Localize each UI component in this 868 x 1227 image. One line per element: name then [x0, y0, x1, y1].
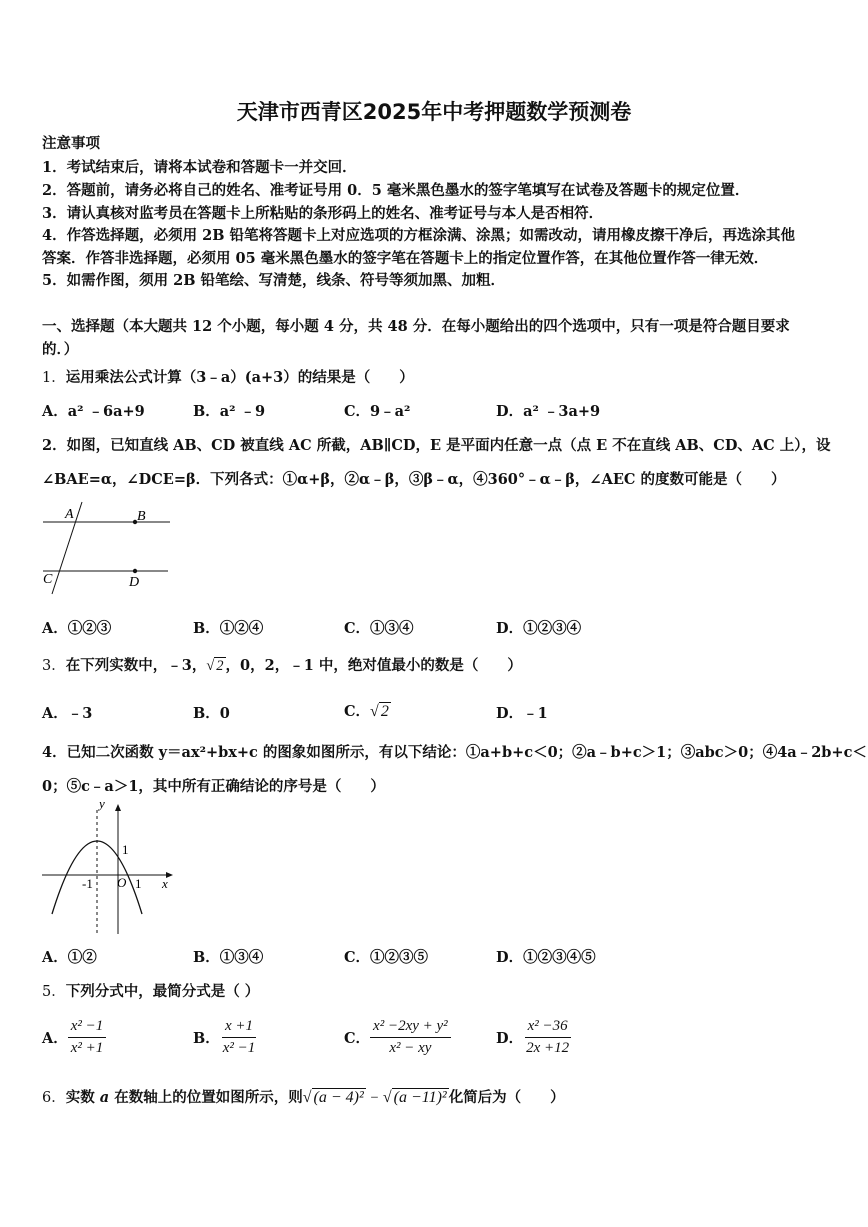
question-1: [42, 366, 414, 387]
question-4-line1: 4．已知二次函数 y＝ax²+bx+c 的图象如图所示，有以下结论：①a+b+c＜0；②a﹣b+c＞1；③abc＞0；④4a﹣2b+c＜: [42, 744, 867, 761]
q3-option-c: C．√ 2: [344, 703, 389, 720]
label-b: B: [137, 509, 146, 524]
section-heading: 一、选择题（本大题共 12 个小题，每小题 4 分，共 48 分．在每小题给出的四个选项中，只有一项是符合题目要求: [42, 318, 790, 335]
one-label: 1: [135, 876, 142, 891]
parallel-lines-figure: [38, 500, 178, 596]
parabola-graph-figure: [38, 796, 178, 938]
label-c: C: [43, 572, 53, 587]
y-label: y: [99, 796, 105, 811]
notice-item: 4．作答选择题，必须用 2B 铅笔将答题卡上对应选项的方框涂满、涂黑；如需改动，请用橡皮擦干净后，再选涂其他: [42, 227, 796, 244]
q1-option-a: A．a² ﹣6a+9: [42, 403, 145, 420]
notice-item: 5．如需作图，须用 2B 铅笔绘、写清楚，线条、符号等须加黑、加粗．: [42, 272, 506, 289]
q2-option-b: B．①②④: [193, 620, 264, 637]
q5-option-c: C． $\frac{\text{x² −2xy + y²}}{\text{x² − xy}}$: [344, 1018, 451, 1057]
origin-label: O: [117, 875, 127, 890]
page-title: 天津市西青区2025年中考押题数学预测卷: [236, 100, 632, 124]
q4-option-c: C．①②③⑤: [344, 949, 429, 966]
question-number: 1．: [42, 370, 66, 386]
variable-a: a: [99, 1089, 110, 1106]
neg-one-label: -1: [82, 876, 93, 891]
section-heading-cont: 的．）: [42, 341, 79, 358]
notice-heading: 注意事项: [42, 135, 100, 152]
sqrt-expression-2: √ (a −11)²: [382, 1089, 447, 1106]
question-6: 6．实数 a 在数轴上的位置如图所示，则√ (a − 4)² − √ (a −11)² 化简后为（ ）: [42, 1089, 565, 1106]
sqrt-expression: √ 2: [206, 658, 224, 674]
q3-option-d: D．﹣1: [496, 705, 548, 722]
q5-option-b: B． $\frac{x +1}{\text{x² −1}}$: [193, 1018, 256, 1056]
q2-option-c: C．①③④: [344, 620, 414, 637]
question-4-line2: 0；⑤c﹣a＞1，其中所有正确结论的序号是（ ）: [42, 778, 385, 795]
q3-option-b: B．0: [193, 705, 230, 722]
question-stem-cont: ，0，2，﹣1 中，绝对值最小的数是（ ）: [225, 657, 522, 674]
q4-option-a: A．①②: [42, 949, 97, 966]
label-a: A: [65, 507, 74, 522]
q2-option-d: D．①②③④: [496, 620, 582, 637]
question-5: [42, 980, 259, 1001]
q4-option-b: B．①③④: [193, 949, 264, 966]
y-axis-arrow: [115, 804, 121, 811]
y-intercept-label: 1: [122, 842, 129, 857]
question-2-line1: 2．如图，已知直线 AB、CD 被直线 AC 所截，AB∥CD，E 是平面内任意一点（点 E 不在直线 AB、CD、AC 上），设: [42, 437, 831, 454]
notice-item: 2．答题前，请务必将自己的姓名、准考证号用 0．5 毫米黑色墨水的签字笔填写在试卷及答题卡的规定位置．: [42, 182, 750, 199]
point-d: [133, 569, 137, 573]
x-label: x: [162, 876, 168, 891]
question-2-line2: ∠BAE=α，∠DCE=β．下列各式：①α+β，②α﹣β，③β﹣α，④360°﹣α﹣β，∠AEC 的度数可能是（ ）: [42, 471, 786, 488]
notice-item: 1．考试结束后，请将本试卷和答题卡一并交回．: [42, 159, 357, 176]
q5-option-d: D． $\frac{\text{x² −36}}{2x +12}$: [496, 1018, 570, 1056]
q4-option-d: D．①②③④⑤: [496, 949, 596, 966]
sqrt-expression-1: √ (a − 4)²: [302, 1089, 364, 1106]
q3-option-a: A．﹣3: [42, 705, 93, 722]
q1-option-b: B．a² ﹣9: [193, 403, 266, 420]
q1-option-c: C．9﹣a²: [344, 403, 411, 420]
question-number: 5．: [42, 984, 66, 1000]
question-stem: 运用乘法公式计算（3﹣a）(a+3）的结果是（ ）: [65, 369, 414, 386]
q2-option-a: A．①②③: [42, 620, 112, 637]
q5-option-a: A． $\frac{\text{x² −1}}{\text{x² +1}}$: [42, 1018, 106, 1057]
question-3: [42, 654, 522, 675]
notice-item: 3．请认真核对监考员在答题卡上所粘贴的条形码上的姓名、准考证号与本人是否相符．: [42, 205, 604, 222]
question-stem: 在下列实数中，﹣3，: [65, 657, 207, 674]
label-d: D: [129, 575, 140, 590]
question-stem: 下列分式中，最简分式是（ ）: [65, 983, 260, 1000]
notice-item: 答案．作答非选择题，必须用 05 毫米黑色墨水的签字笔在答题卡上的指定位置作答，在其他位置作答一律无效．: [42, 250, 769, 267]
q1-option-d: D．a² ﹣3a+9: [496, 403, 601, 420]
question-number: 6．: [42, 1090, 66, 1106]
question-number: 3．: [42, 658, 66, 674]
